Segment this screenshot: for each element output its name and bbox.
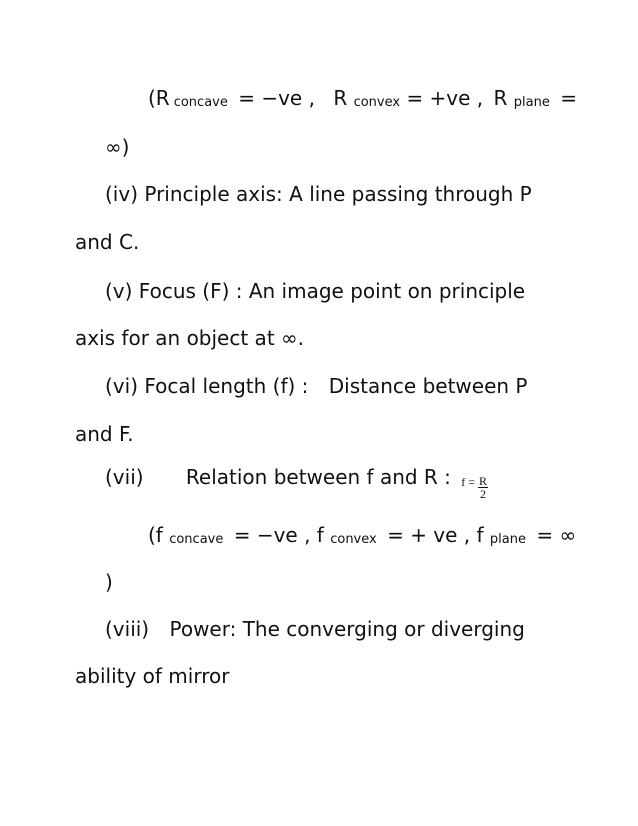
principle-axis-line-1: (iv) Principle axis: A line passing through P	[105, 182, 532, 206]
f-close-paren: )	[105, 570, 113, 594]
r-plane-value	[105, 135, 129, 159]
formula-numerator: R	[479, 473, 488, 488]
f-open: (f	[148, 523, 163, 547]
focal-length-label: (vi) Focal length (f) :	[105, 374, 309, 398]
f-plane-sub: plane	[489, 532, 526, 547]
r-plane-sub: plane	[513, 95, 550, 110]
r-plane-eq: =	[560, 86, 577, 110]
r-plane-infinity: ∞)	[105, 135, 130, 159]
f-sign-convention	[148, 523, 576, 552]
f-concave-sub: concave	[169, 532, 224, 547]
r-convex-sub: convex	[353, 95, 401, 110]
r-sign-convention	[148, 86, 577, 115]
relation-label: (vii)	[105, 465, 144, 489]
f-convex-sub: convex	[330, 532, 377, 547]
formula-lhs: f =	[461, 475, 476, 489]
r-plane-symbol: R	[493, 86, 508, 110]
relation-line	[105, 465, 488, 500]
f-plane-val: = ∞	[536, 523, 577, 547]
power-text: Power: The converging or diverging	[169, 617, 525, 641]
relation-formula	[461, 475, 488, 500]
f-concave-val: = −ve , f	[233, 523, 324, 547]
r-concave-sub: concave	[173, 95, 228, 110]
r-convex-symbol: R	[333, 86, 348, 110]
focus-line-1: (v) Focus (F) : An image point on principle	[105, 279, 526, 303]
f-convex-val: = + ve , f	[387, 523, 484, 547]
relation-text: Relation between f and R :	[185, 465, 451, 489]
r-convex-val: = +ve ,	[406, 86, 484, 110]
focal-length-line-1	[105, 374, 527, 398]
focus-line-2: axis for an object at ∞.	[75, 326, 305, 350]
focal-length-line-2: and F.	[75, 422, 134, 446]
power-line-2: ability of mirror	[75, 664, 230, 688]
power-line-1	[105, 617, 525, 641]
formula-denominator: 2	[480, 486, 487, 501]
r-open: (R	[148, 86, 170, 110]
power-label: (viii)	[105, 617, 150, 641]
focal-length-text: Distance between P	[328, 374, 528, 398]
principle-axis-line-2: and C.	[75, 230, 140, 254]
formula-fraction	[478, 475, 488, 500]
r-concave-val: = −ve ,	[238, 86, 315, 110]
